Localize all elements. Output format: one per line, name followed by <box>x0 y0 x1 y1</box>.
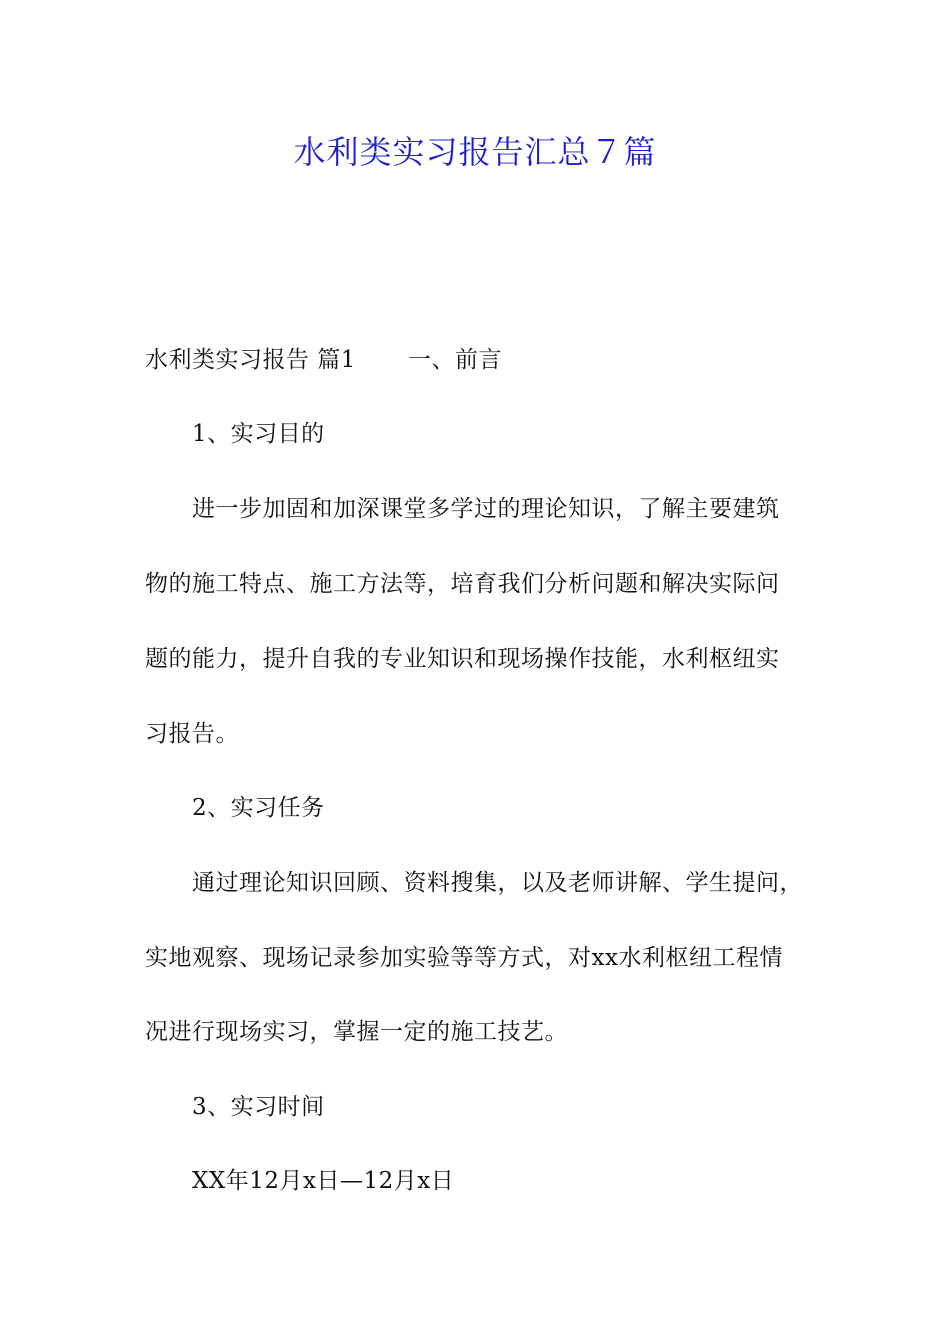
internship-dates: XX年12月x日—12月x日 <box>192 1168 455 1194</box>
subheading-task: 2、实习任务 <box>192 795 325 821</box>
paragraph-line: 物的施工特点、施工方法等，培育我们分析问题和解决实际问 <box>145 571 780 597</box>
paragraph-line: 实地观察、现场记录参加实验等等方式，对xx水利枢纽工程情 <box>145 945 783 971</box>
document-title: 水利类实习报告汇总７篇 <box>293 133 657 171</box>
section-heading: 水利类实习报告 篇1 <box>145 347 356 373</box>
subheading-time: 3、实习时间 <box>192 1094 325 1120</box>
section-intro: 一、前言 <box>407 347 502 373</box>
paragraph-line: 习报告。 <box>145 721 239 747</box>
subheading-purpose: 1、实习目的 <box>192 421 325 447</box>
section-heading-line <box>145 342 835 378</box>
paragraph-line: 进一步加固和加深课堂多学过的理论知识，了解主要建筑 <box>192 496 780 522</box>
paragraph-line: 通过理论知识回顾、资料搜集，以及老师讲解、学生提问， <box>192 870 803 896</box>
paragraph-line: 题的能力，提升自我的专业知识和现场操作技能，水利枢纽实 <box>145 646 780 672</box>
paragraph-line: 况进行现场实习，掌握一定的施工技艺。 <box>145 1019 568 1045</box>
